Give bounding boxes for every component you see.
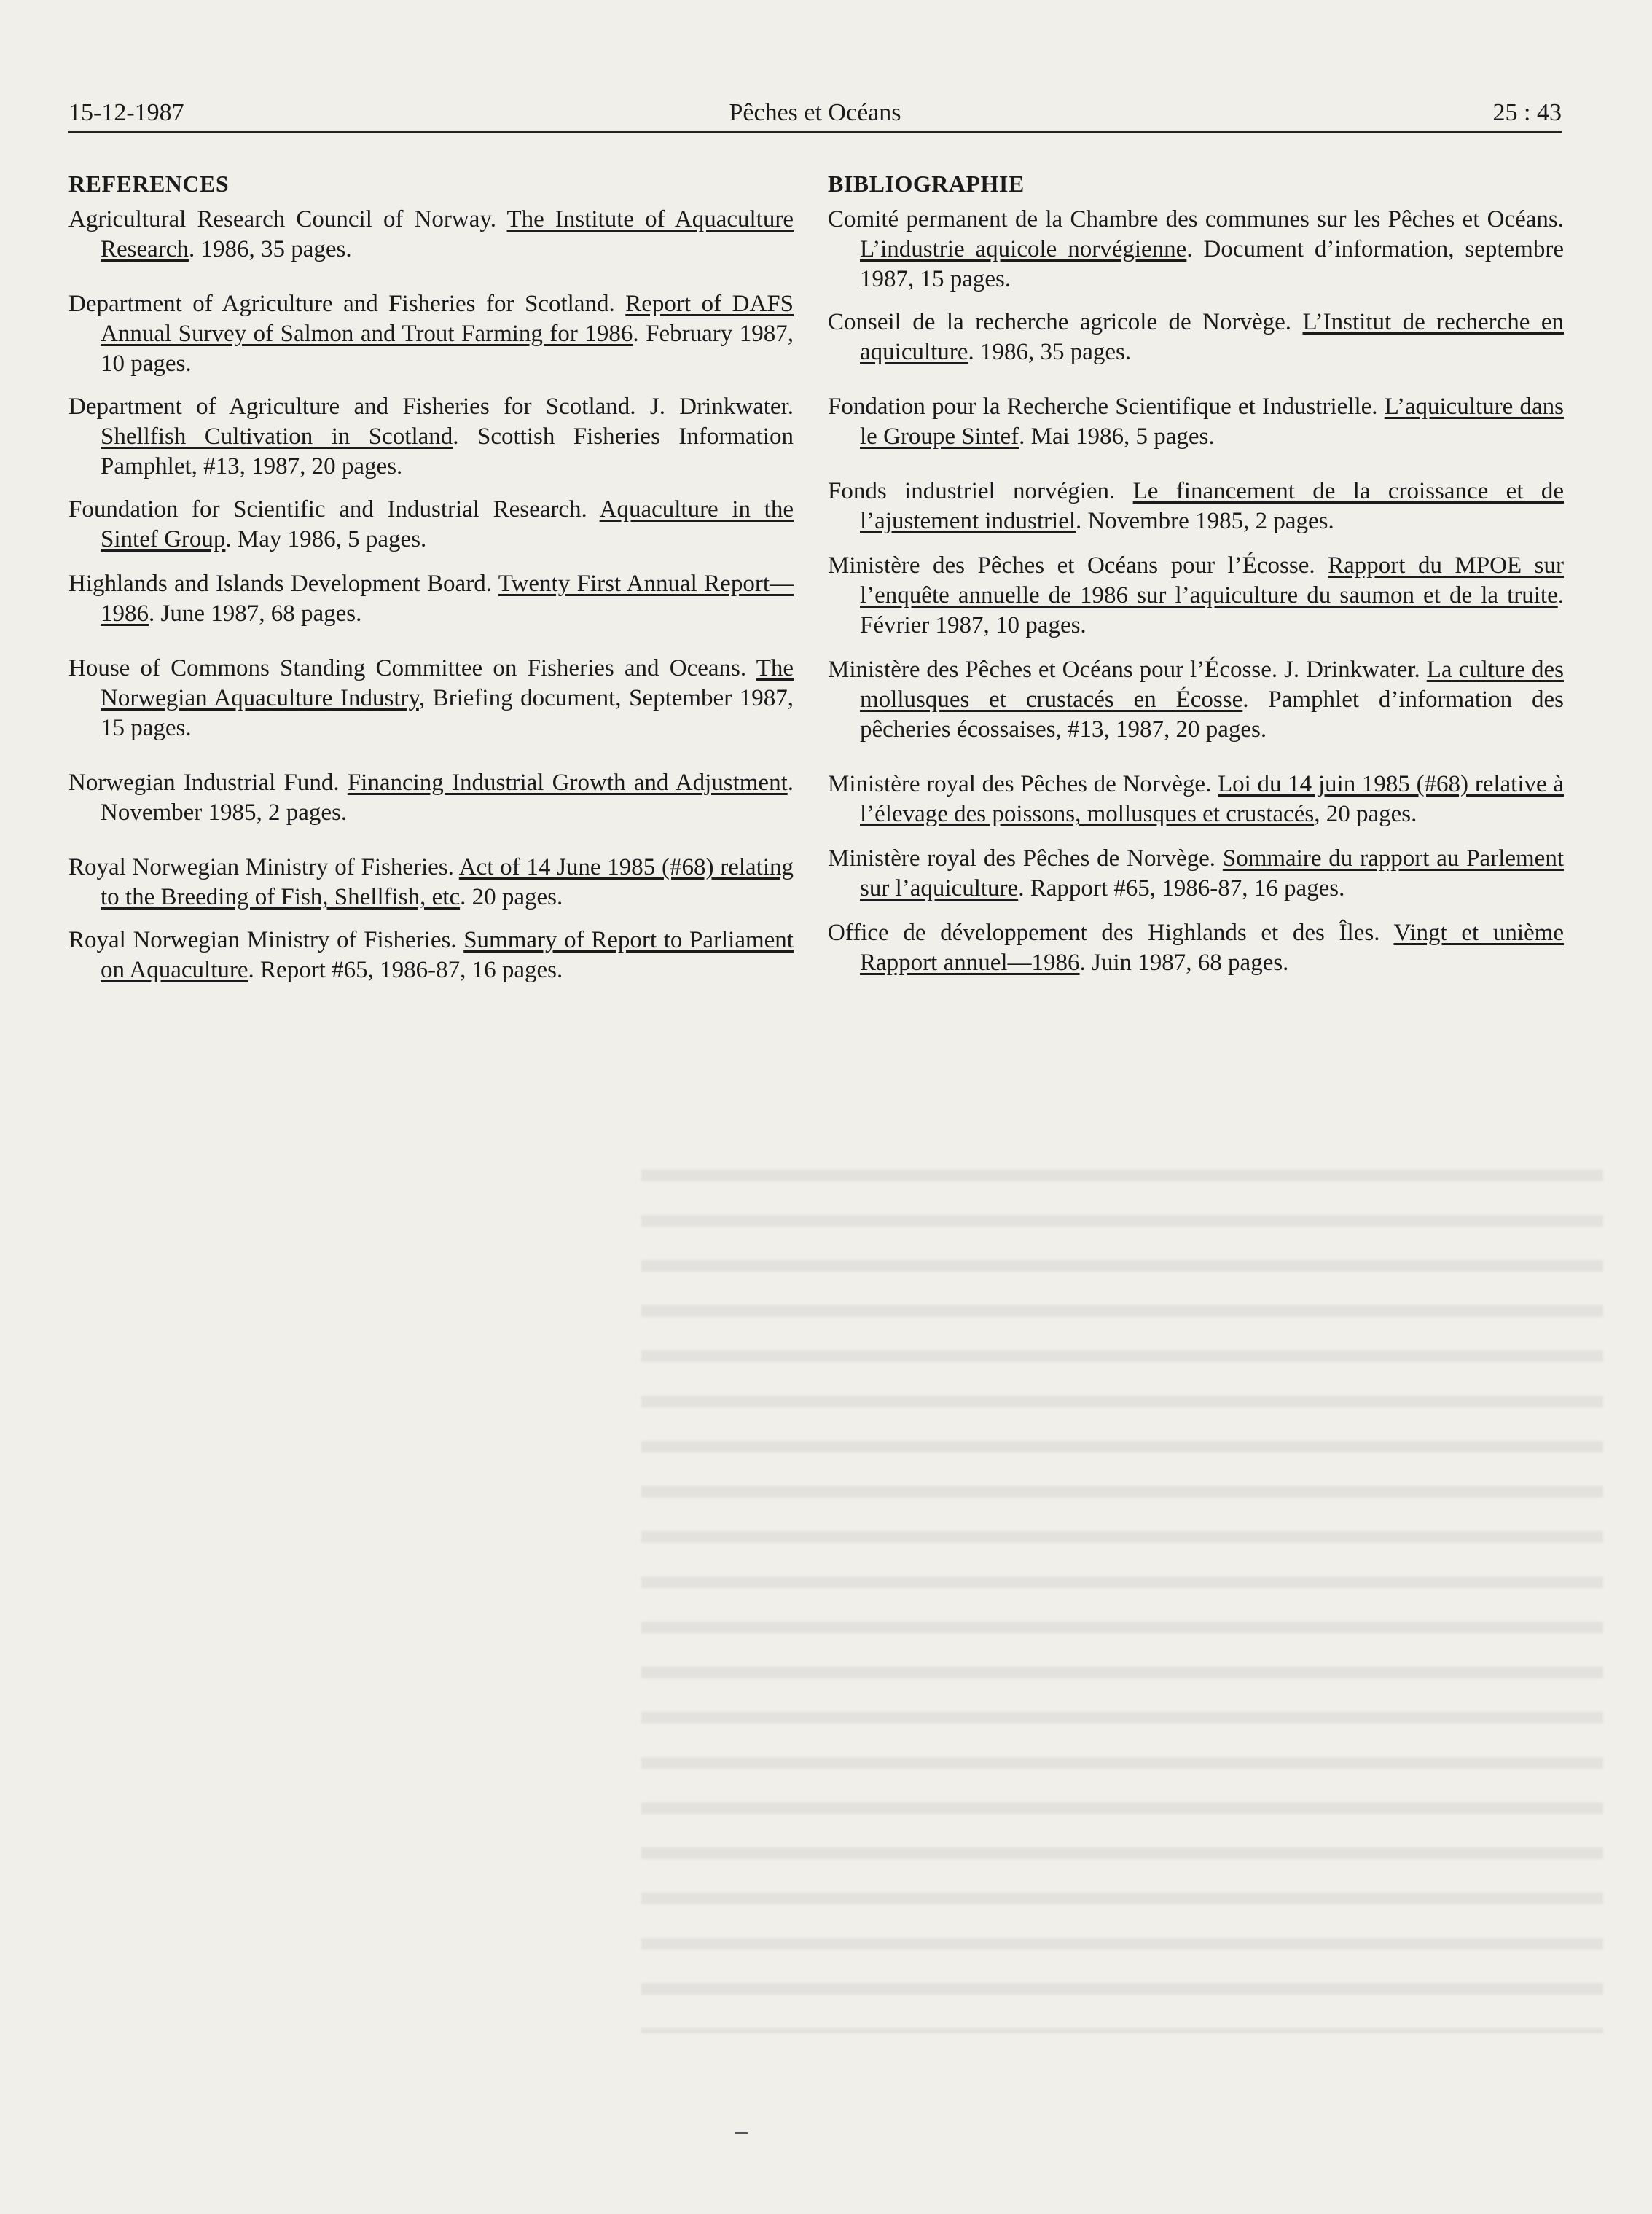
page-header [68,96,1562,133]
reference-entry [68,205,794,265]
reference-details: . Pamphlet d’information des pêcheries écossaises, #13, 1987, 20 pages. [860,687,1564,743]
references-heading: REFERENCES [68,171,230,197]
reference-author: Ministère des Pêches et Océans pour l’Écosse. [828,552,1328,579]
reference-title: Vingt et unième Rapport annuel—1986 [860,920,1565,976]
bibliographie-heading: BIBLIOGRAPHIE [828,171,1025,197]
reference-author: Royal Norwegian Ministry of Fisheries. [68,927,464,953]
reference-title: L’Institut de recherche en aquiculture [860,309,1564,365]
reference-title: The Institute of Aquaculture Research [101,206,794,262]
reference-title: Le financement de la croissance et de l’ajustement industriel [860,478,1564,534]
reference-title: Loi du 14 juin 1985 (#68) relative à l’élevage des poissons, mollusques et crustacés [860,771,1564,827]
reference-entry [828,918,1564,978]
reference-entry [828,205,1564,294]
reference-details: . 1986, 35 pages. [968,339,1132,365]
header-title: Pêches et Océans [729,99,901,126]
reference-details: . June 1987, 68 pages. [149,601,362,627]
reference-entry [68,926,794,985]
reference-author: Conseil de la recherche agricole de Norvège. [828,309,1303,335]
reference-entry [828,392,1564,452]
reference-details: , Briefing document, September 1987, 15 pages. [101,685,794,741]
bleed-through-texture [641,1137,1603,2033]
reference-entry [68,654,794,743]
reference-author: Royal Norwegian Ministry of Fisheries. [68,854,459,880]
bibliographie-list [828,205,1564,978]
reference-details: . Mai 1986, 5 pages. [1019,423,1215,450]
reference-entry [828,655,1564,745]
reference-details: , 20 pages. [1314,801,1417,827]
reference-author: Highlands and Islands Development Board. [68,571,498,597]
reference-title: L’industrie aquicole norvégienne [860,236,1187,262]
reference-author: House of Commons Standing Committee on Fisheries and Oceans. [68,655,756,681]
reference-details: . November 1985, 2 pages. [101,770,794,826]
reference-author: Department of Agriculture and Fisheries for Scotland. J. Drinkwater. [68,394,794,420]
reference-title: Rapport du MPOE sur l’enquête annuelle de 1986 sur l’aquiculture du saumon et de la truite [860,552,1565,609]
reference-entry [68,495,794,555]
reference-details: . Rapport #65, 1986-87, 16 pages. [1018,875,1345,901]
reference-title: La culture des mollusques et crustacés en Écosse [860,657,1564,713]
reference-details: . Report #65, 1986-87, 16 pages. [248,957,563,983]
bibliographie-column [828,169,1564,978]
references-column [68,169,794,985]
reference-details: . February 1987, 10 pages. [101,321,794,377]
reference-author: Ministère royal des Pêches de Norvège. [828,845,1223,872]
reference-author: Ministère des Pêches et Océans pour l’Écosse. J. Drinkwater. [828,657,1427,683]
reference-details: . Juin 1987, 68 pages. [1079,950,1289,976]
reference-title: Aquaculture in the Sintef Group [101,496,794,552]
footer-dash [735,2132,748,2134]
reference-details: . May 1986, 5 pages. [225,526,427,552]
reference-title: Report of DAFS Annual Survey of Salmon and Trout Farming for 1986 [101,291,794,347]
reference-author: Comité permanent de la Chambre des communes sur les Pêches et Océans. [828,206,1564,232]
reference-title: Twenty First Annual Report—1986 [101,571,794,627]
reference-author: Fondation pour la Recherche Scientifique et Industrielle. [828,394,1385,420]
reference-author: Department of Agriculture and Fisheries for Scotland. [68,291,626,317]
header-page-number: 25 : 43 [1492,99,1562,126]
reference-entry [828,308,1564,367]
reference-author: Office de développement des Highlands et des Îles. [828,920,1394,946]
reference-details: . Février 1987, 10 pages. [860,582,1564,638]
reference-author: Fonds industriel norvégien. [828,478,1133,504]
reference-title: Shellfish Cultivation in Scotland [101,423,453,450]
reference-entry [68,569,794,629]
header-date: 15-12-1987 [68,99,184,126]
reference-title: The Norwegian Aquaculture Industry [101,655,794,711]
reference-details: . Document d’information, septembre 1987, 15 pages. [860,236,1564,292]
reference-entry [828,551,1564,641]
reference-entry [68,289,794,379]
references-list [68,205,794,985]
reference-author: Norwegian Industrial Fund. [68,770,348,796]
reference-title: Act of 14 June 1985 (#68) relating to the Breeding of Fish, Shellfish, etc [101,854,794,910]
reference-entry [828,477,1564,536]
reference-entry [828,844,1564,904]
reference-author: Foundation for Scientific and Industrial Research. [68,496,600,523]
reference-details: . Scottish Fisheries Information Pamphlet, #13, 1987, 20 pages. [101,423,794,480]
reference-title: Summary of Report to Parliament on Aquaculture [101,927,794,983]
reference-author: Agricultural Research Council of Norway. [68,206,507,232]
reference-author: Ministère royal des Pêches de Norvège. [828,771,1218,797]
reference-entry [68,392,794,482]
reference-details: . Novembre 1985, 2 pages. [1076,508,1334,534]
reference-entry [68,853,794,912]
reference-title: Sommaire du rapport au Parlement sur l’aquiculture [860,845,1564,901]
reference-entry [828,770,1564,829]
reference-details: . 1986, 35 pages. [188,236,352,262]
reference-title: Financing Industrial Growth and Adjustment [347,770,788,796]
reference-title: L’aquiculture dans le Groupe Sintef [860,394,1564,450]
reference-entry [68,768,794,828]
reference-details: . 20 pages. [460,884,563,910]
